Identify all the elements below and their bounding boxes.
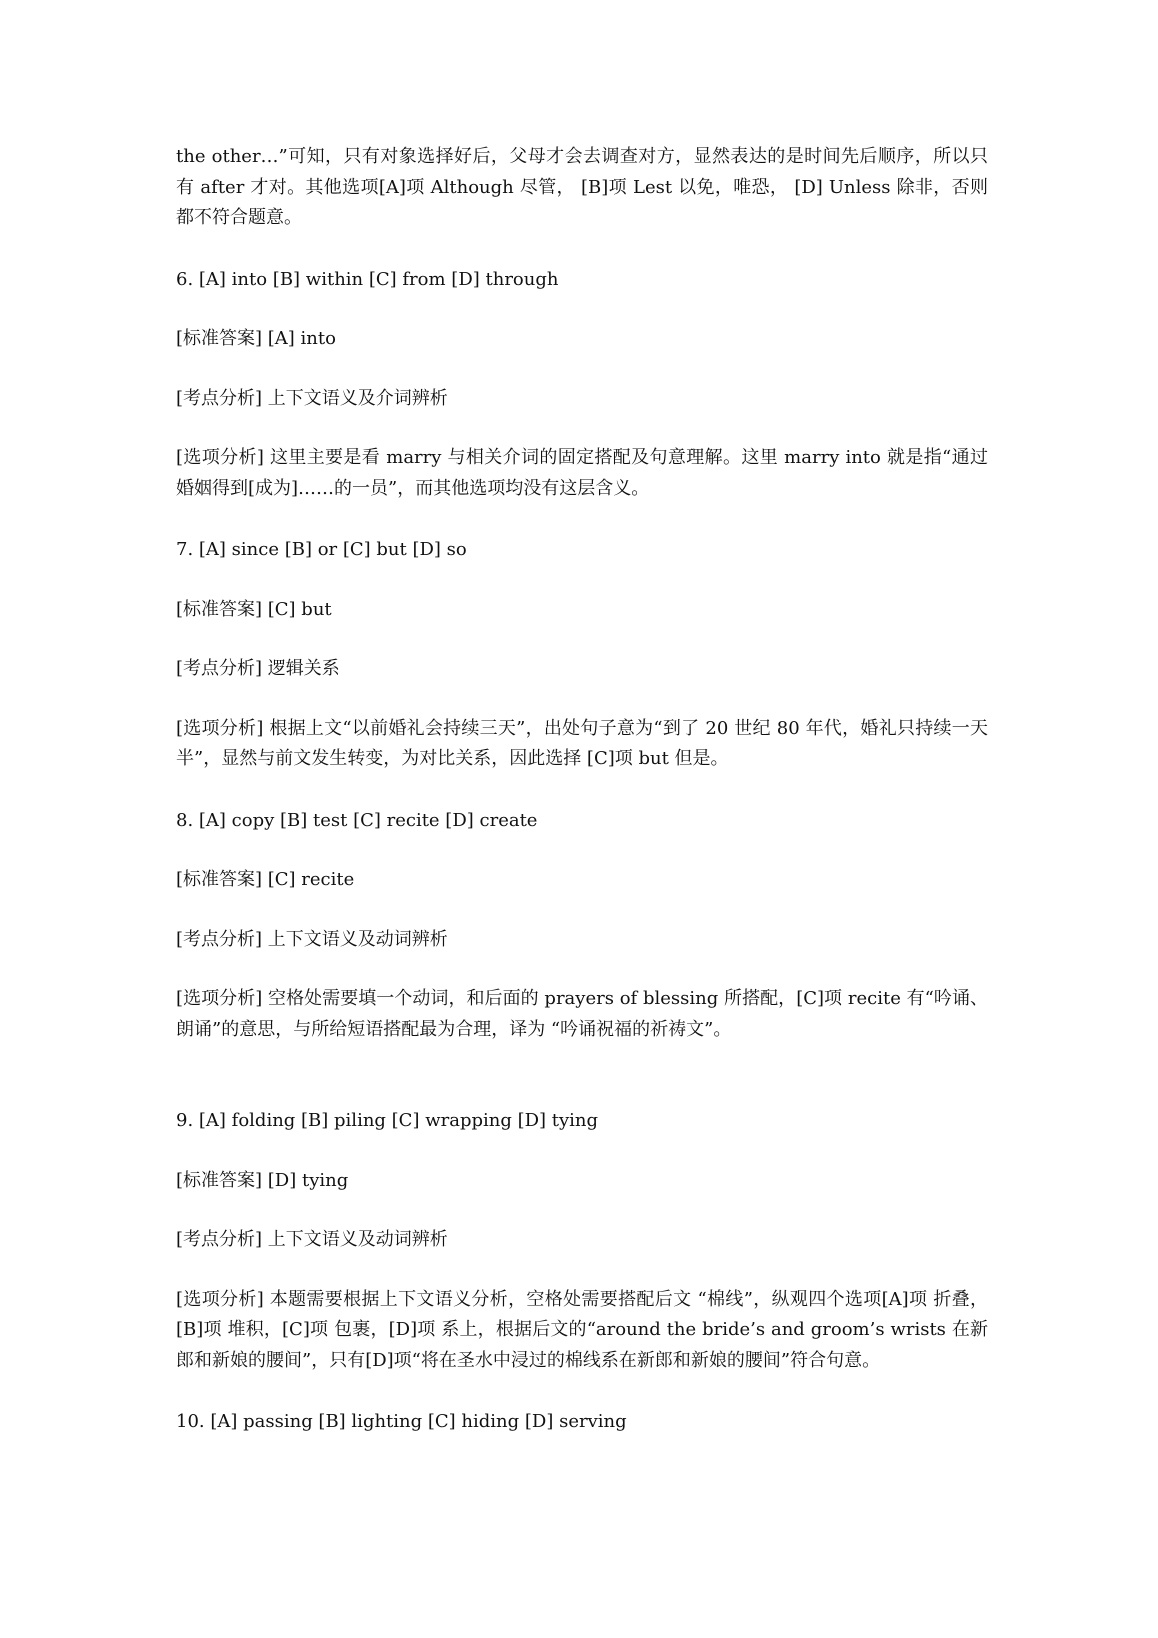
question-6-answer: [标准答案] [A] into bbox=[176, 328, 336, 349]
question-9-option-analysis: [选项分析] 本题需要根据上下文语义分析，空格处需要搭配后文 “棉线”，纵观四个选项[A]项 折叠，[B]项 堆积，[C]项 包裹，[D]项 系上，根据后文的“around the bride’s and groom’s wrists 在新郎和新娘的腰间”，只有[D]项“将在圣水中浸过的棉线系在新郎和新娘的腰间”符合句意。 bbox=[176, 1288, 988, 1371]
question-7-answer: [标准答案] [C] but bbox=[176, 598, 332, 620]
question-6-point-analysis: [考点分析] 上下文语义及介词辨析 bbox=[176, 387, 448, 409]
question-10-options: 10. [A] passing [B] lighting [C] hiding [D] serving bbox=[176, 1411, 627, 1432]
question-8-option-analysis: [选项分析] 空格处需要填一个动词，和后面的 prayers of blessing 所搭配，[C]项 recite 有“吟诵、朗诵”的意思，与所给短语搭配最为合理，译为 “吟诵祝福的祈祷文”。 bbox=[176, 988, 988, 1040]
document-page bbox=[176, 142, 988, 1438]
paragraph-q5-explanation-continued: the other…”可知，只有对象选择好后，父母才会去调查对方，显然表达的是时间先后顺序，所以只有 after 才对。其他选项[A]项 Although 尽管， [B]项 Lest 以免，唯恐， [D] Unless 除非，否则都不符合题意。 bbox=[176, 146, 988, 228]
question-6-options: 6. [A] into [B] within [C] from [D] through bbox=[176, 268, 559, 290]
question-9-options: 9. [A] folding [B] piling [C] wrapping [D] tying bbox=[176, 1110, 599, 1131]
question-8-point-analysis: [考点分析] 上下文语义及动词辨析 bbox=[176, 928, 448, 950]
question-6-option-analysis: [选项分析] 这里主要是看 marry 与相关介词的固定搭配及句意理解。这里 marry into 就是指“通过婚姻得到[成为]……的一员”，而其他选项均没有这层含义。 bbox=[176, 447, 988, 499]
question-7-point-analysis: [考点分析] 逻辑关系 bbox=[176, 658, 340, 679]
question-9-point-analysis: [考点分析] 上下文语义及动词辨析 bbox=[176, 1229, 448, 1250]
question-9-answer: [标准答案] [D] tying bbox=[176, 1169, 349, 1191]
question-8-answer: [标准答案] [C] recite bbox=[176, 869, 355, 890]
question-7-option-analysis: [选项分析] 根据上文“以前婚礼会持续三天”，出处句子意为“到了 20 世纪 80 年代，婚礼只持续一天半”，显然与前文发生转变，为对比关系，因此选择 [C]项 but 但是。 bbox=[176, 717, 988, 769]
question-8-options: 8. [A] copy [B] test [C] recite [D] create bbox=[176, 809, 538, 831]
question-7-options: 7. [A] since [B] or [C] but [D] so bbox=[176, 539, 467, 560]
